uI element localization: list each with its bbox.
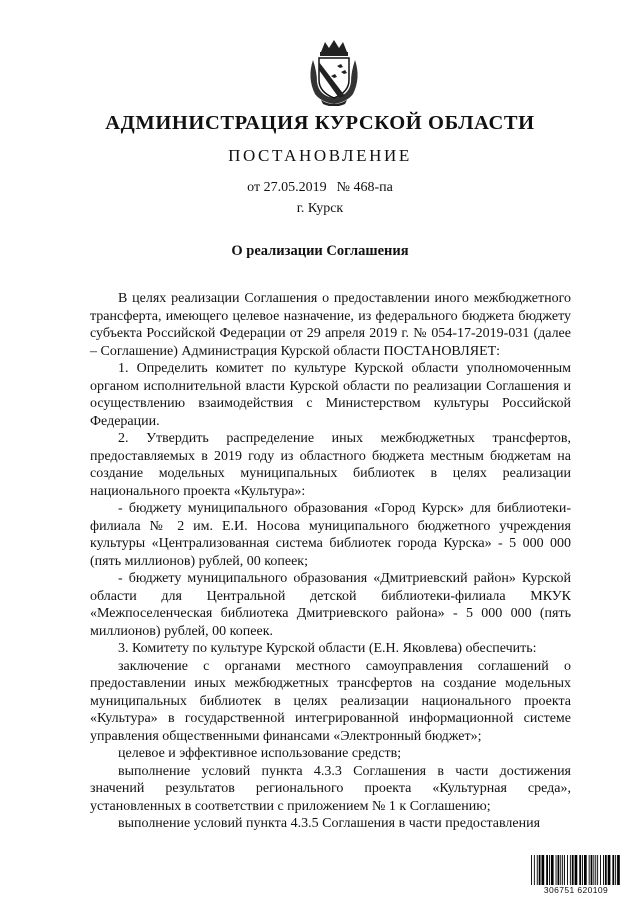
organization-title: АДМИНИСТРАЦИЯ КУРСКОЙ ОБЛАСТИ [105,112,535,134]
barcode-icon [530,855,622,885]
coat-of-arms-icon [307,38,361,106]
paragraph: выполнение условий пункта 4.3.3 Соглашения в части достижения значений результатов регионального проекта «Культурная среда», установленных в соответствии с приложением № 1 к Соглашению; [90,763,571,814]
paragraph: выполнение условий пункта 4.3.5 Соглашения в части предоставления [118,816,541,831]
paragraph: - бюджету муниципального образования «Дмитриевский район» Курской области для Центральной детской библиотеки-филиала МКУК «Межпоселенческая библиотека Дмитриевского района» - 5 000 000 (пять миллионов) рублей, 00 копеек. [90,571,571,639]
date-number-line [0,180,640,196]
barcode-number: 306751 620109 [543,885,609,895]
paragraph: В целях реализации Соглашения о предоставлении иного межбюджетного трансферта, имеющего целевое назначение, из федерального бюджета бюджету субъекта Российской Федерации от 29 апреля 2019 г. № 054-17-2019-031 (далее – Соглашение) Администрация Курской области ПОСТАНОВЛЯЕТ: [90,291,571,359]
paragraph: 2. Утвердить распределение иных межбюджетных трансфертов, предоставляемых в 2019 году из областного бюджета местным бюджетам на создание модельных муниципальных библиотек в целях реализации национального проекта «Культура»: [90,431,571,499]
paragraph: - бюджету муниципального образования «Город Курск» для библиотеки-филиала № 2 им. Е.И. Носова муниципального бюджетного учреждения культуры «Централизованная система библиотек города Курска» - 5 000 000 (пять миллионов) рублей, 00 копеек; [90,501,571,569]
paragraph: целевое и эффективное использование средств; [118,746,402,761]
paragraph: 1. Определить комитет по культуре Курской области уполномоченным органом исполнительной власти Курской области по реализации Соглашения и осуществлению взаимодействия с Министерством культуры Российской Федерации. [90,361,571,429]
paragraph: заключение с органами местного самоуправления соглашений о предоставлении иных межбюджетных трансфертов на создание модельных муниципальных библиотек в целях реализации национального проекта «Культура» в государственной интегрированной информационной системе управления общественными финансами «Электронный бюджет»; [90,658,571,744]
barcode [530,855,622,895]
document-date: от 27.05.2019 [247,180,327,195]
paragraph: 3. Комитету по культуре Курской области (Е.Н. Яковлева) обеспечить: [118,641,537,656]
document-type: ПОСТАНОВЛЕНИЕ [228,146,412,165]
city: г. Курск [296,201,344,216]
document-body [90,290,571,833]
document-number: № 468-па [336,180,393,195]
document-subject: О реализации Соглашения [231,243,409,259]
